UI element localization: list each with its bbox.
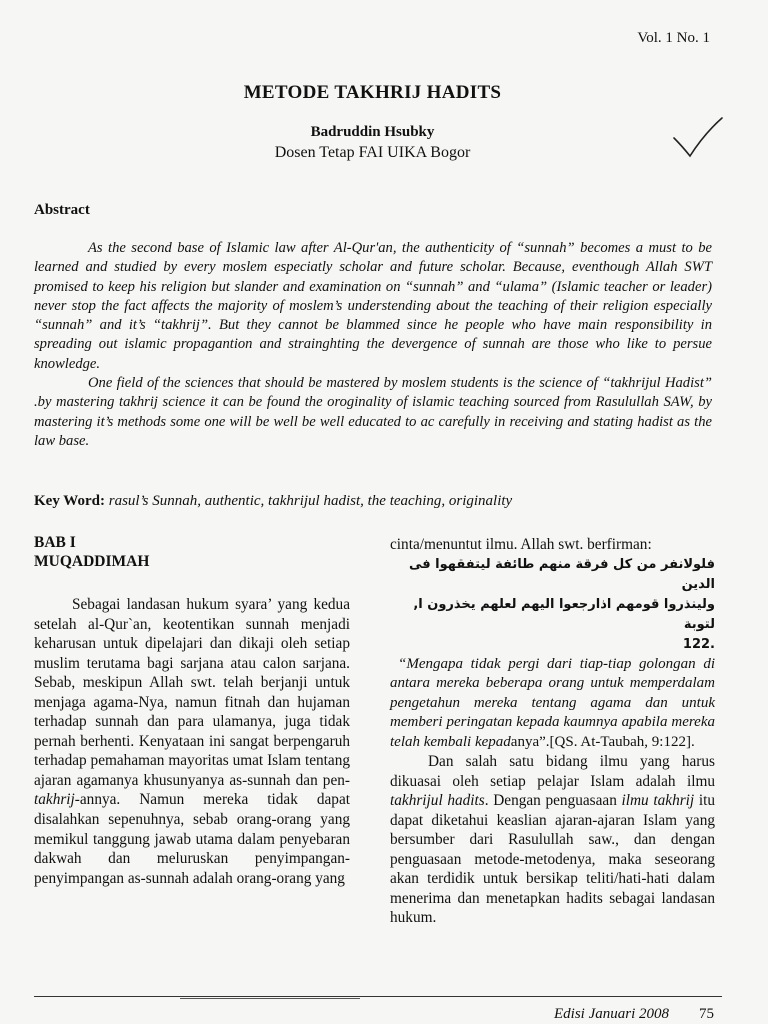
right-paragraph-text-c: . Dengan penguasaan [484,792,622,810]
keywords-value: rasul’s Sunnah, authentic, takhrijul hadist, the teaching, originality [104,493,513,509]
abstract-body [34,239,712,451]
verse-number: .122 [682,636,715,652]
page-number: 75 [699,1006,714,1022]
left-paragraph-text-a: Sebagai landasan hukum syara’ yang kedua setelah al-Qur`an, keotentikan sunnah menjadi keharusan untuk dipelajari dan dikaji oleh setiap muslim terutama bagi sarjana atau calon sarjana. Sebab, meskipun Allah swt. telah berjanji untuk menjaga agama-Nya, namun fitnah dan hujaman terhadap sunnah dan para ulamanya, juga tidak pernah berhenti. Kenyataan ini sangat berpengaruh terhadap pemahaman mayoritas umat Islam tentang ajaran agamanya khusunyanya as-sunnah dan pen- [34,596,350,789]
abstract-heading: Abstract [34,202,90,218]
right-column [390,535,715,928]
left-column [34,533,350,888]
arabic-verse-line-1: فلولانفر من كل فرقة منهم طائفة ليتفقهوا فى الدين [408,556,715,592]
left-paragraph-text-c: -annya. Namun mereka tidak dapat disalahkan sepenuhnya, sebab orang-orang yang memikul tanggung jawab utama dalam penyebaran dakwah dan meluruskan penyimpangan-penyimpangan as-sunnah adalah orang-orang yang [34,791,350,887]
footer-divider [34,996,722,997]
verse-translation-citation: anya”.[QS. At-Taubah, 9:122]. [510,733,695,750]
volume-label: Vol. 1 No. 1 [637,30,710,46]
right-paragraph-text-a: Dan salah satu bidang ilmu yang harus dikuasai oleh setiap pelajar Islam adalah ilmu [390,753,715,790]
right-paragraph-text-e: itu dapat diketahui keaslian ajaran-ajaran Islam yang bersumber dari Rasulullah saw., dan dengan penguasaan metode-metodenya, maka seseorang akan terdidik untuk bersikap teliti/hati-hati dalam menerima dan menetapkan hadits sebagai landasan hukum. [390,792,715,927]
author-name: Badruddin Hsubky [310,124,435,140]
verse-translation [390,655,715,753]
article-title: METODE TAKHRIJ HADITS [243,82,502,103]
chapter-number: BAB I [34,534,76,551]
page-footer [554,1006,714,1023]
left-paragraph-italic: takhrij [34,791,75,809]
right-intro-text: cinta/menuntut ilmu. Allah swt. berfirman: [390,536,652,553]
keywords-label: Key Word: [34,493,105,509]
verse-translation-italic: “Mengapa tidak pergi dari tiap-tiap golongan di antara mereka beberapa orang untuk memperdalam pengetahun mereka tentang agama dan untuk memberi peringatan kepada kaumnya apabila mereka telah kembali kepad [390,655,715,750]
footer-divider-accent [180,998,360,999]
abstract-paragraph-1: As the second base of Islamic law after Al-Qur'an, the authenticity of “sunnah” becomes a must to be learned and studied by every moslem especiatly scholar and future scholar. Because, eventhough Allah SWT promised to keep his religion but slander and examination on “sunnah” and “ulama” (Islamic teacher or leader) never stop the fact affects the majority of moslem’s understending about the teaching of their religion especially “sunnah” and it’s “takhrij”. But they cannot be blammed since he people who have main responsibility in spreading out islamic propagantion and strainghting the devergence of sunnah are those who like to persue knowledge. [34,240,712,372]
handwritten-check-mark [670,116,726,162]
right-paragraph [390,752,715,928]
keywords-line [34,493,724,510]
left-paragraph [34,595,350,888]
abstract-paragraph-2: One field of the sciences that should be mastered by moslem students is the science of “takhrijul Hadist” .by mastering takhrij science it can be found the oroginality of islamic teaching sourced from Rasulullah SAW, by mastering it’s methods some one will be well be well educated to ac carefully in receiving and stating hadist as the law base. [34,375,712,449]
right-paragraph-italic-1: takhrijul hadits [390,792,485,810]
author-affiliation: Dosen Tetap FAI UIKA Bogor [274,144,471,161]
right-paragraph-italic-2: ilmu takhrij [621,792,695,810]
chapter-heading: MUQADDIMAH [34,553,150,570]
arabic-verse-line-2: ولينذروا قومهم اذارجعوا اليهم لعلهم يخذرون ا, لتوبة [413,596,715,632]
edition-label: Edisi Januari 2008 [554,1006,669,1022]
